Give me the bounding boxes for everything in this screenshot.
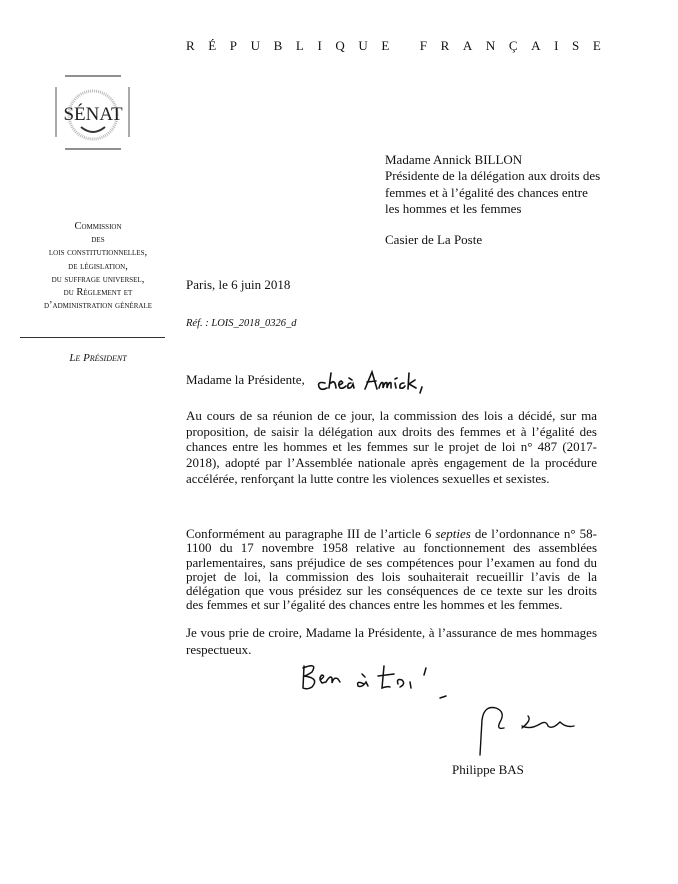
sender-role: Le Président <box>69 352 127 364</box>
commission-line: d’administration générale <box>43 300 152 312</box>
delivery-note: Casier de La Poste <box>385 232 483 247</box>
recipient-line: Présidente de la délégation aux droits des <box>385 168 601 184</box>
commission-line: du suffrage universel, <box>51 273 145 285</box>
signature <box>470 700 600 765</box>
commission-line: de législation, <box>68 260 128 272</box>
salutation: Madame la Présidente, <box>186 372 305 387</box>
commission-name <box>10 220 186 312</box>
commission-line: lois constitutionnelles, <box>48 247 148 259</box>
divider <box>20 337 165 338</box>
handwritten-closing <box>298 660 448 705</box>
recipient-line: femmes et à l’égalité des chances entre <box>385 184 588 200</box>
text-run: Conformément au paragraphe III de l’article 6 <box>186 526 436 541</box>
closing-paragraph: Je vous prie de croire, Madame la Présidente, à l’assurance de mes hommages respectueux. <box>186 625 597 657</box>
handwritten-greeting <box>315 367 425 400</box>
recipient-line: les hommes et les femmes <box>385 200 522 216</box>
commission-line: Commission <box>74 221 122 232</box>
senat-logo <box>55 75 133 151</box>
recipient-name: Madame Annick BILLON <box>385 152 523 167</box>
signatory-name: Philippe BAS <box>452 762 524 777</box>
body-paragraph: Au cours de sa réunion de ce jour, la commission des lois a décidé, sur ma proposition, de saisir la délégation aux droits des femmes et à l’égalité des chances entre les hommes et les femmes sur le projet de loi n° 487 (2017-2018), adopté par l’Assemblée nationale après engagement de la procédure accélérée, renforçant la lutte contre les violences sexuelles et sexistes. <box>186 408 597 486</box>
commission-line: des <box>91 234 105 246</box>
commission-line: du Règlement et <box>63 287 133 299</box>
body-paragraph <box>186 527 597 613</box>
reference: Réf. : LOIS_2018_0326_d <box>186 318 297 329</box>
text-run: de l’ordonnance n° 58-1100 du 17 novembre 1958 relative au fonctionnement des assemblées parlementaires, sans préjudice de ses compétences pour l’examen au fond du projet de loi, la commission des lois souhaiterait recueillir l’avis de la délégation que vous présidez sur les conséquences de ce texte sur les droits des femmes et sur l’égalité des chances entre les hommes et les femmes. <box>186 526 597 613</box>
recipient-address <box>385 152 600 217</box>
text-run-italic: septies <box>435 526 471 541</box>
letter-date: Paris, le 6 juin 2018 <box>186 277 291 292</box>
svg-text:SÉNAT: SÉNAT <box>63 104 123 125</box>
letterhead-title: RÉPUBLIQUE FRANÇAISE <box>186 38 615 53</box>
